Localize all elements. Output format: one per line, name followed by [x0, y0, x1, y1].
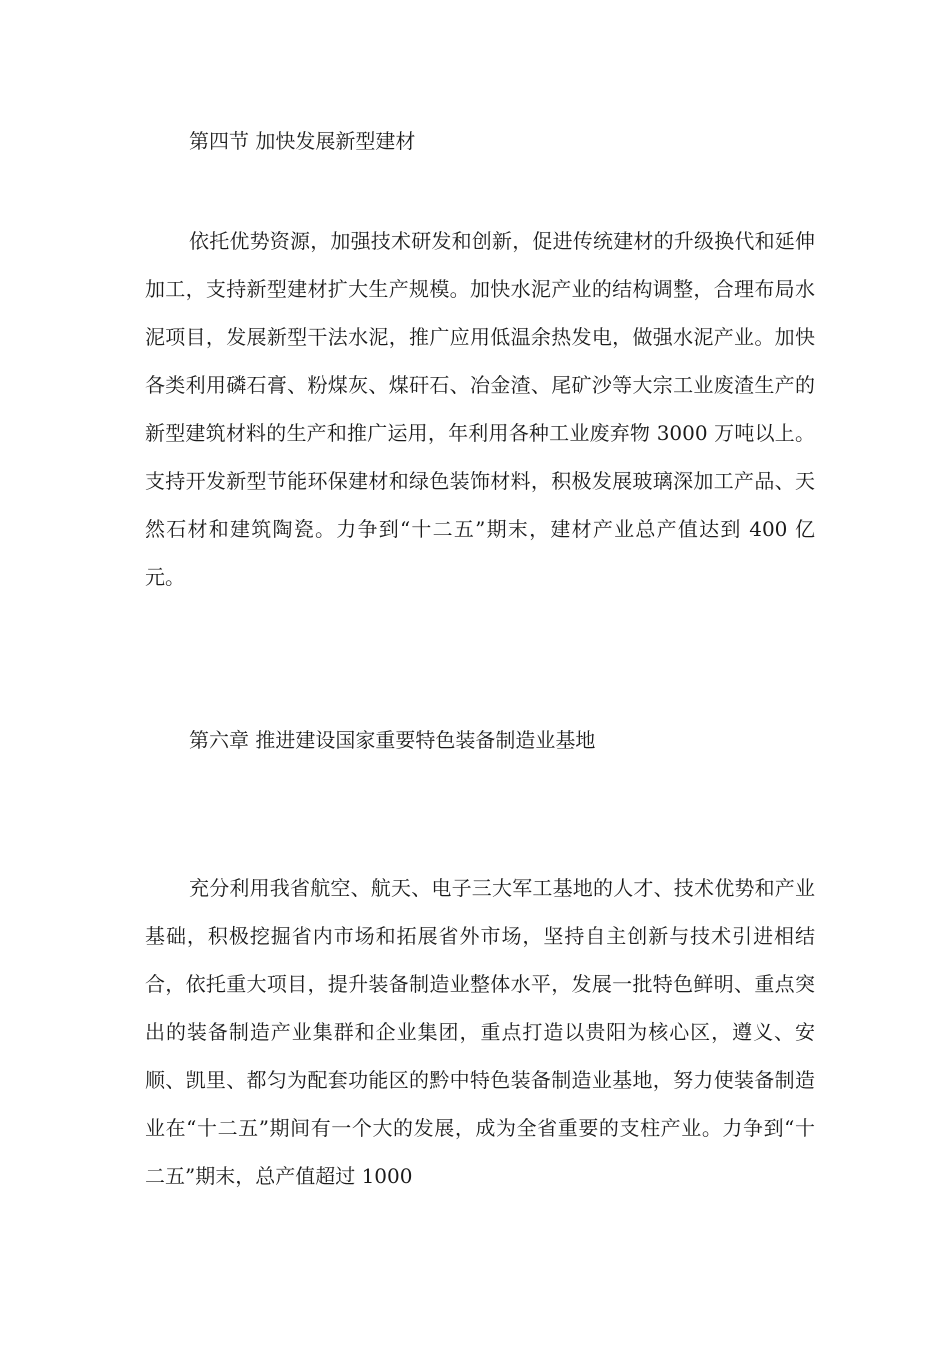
section-paragraph: 依托优势资源，加强技术研发和创新，促进传统建材的升级换代和延伸加工，支持新型建材扩大生产规模。加快水泥产业的结构调整，合理布局水泥项目，发展新型干法水泥，推广应用低温余热发电，做强水泥产业。加快各类利用磷石膏、粉煤灰、煤矸石、冶金渣、尾矿沙等大宗工业废渣生产的新型建筑材料的生产和推广运用，年利用各种工业废弃物 3000 万吨以上。支持开发新型节能环保建材和绿色装饰材料，积极发展玻璃深加工产品、天然石材和建筑陶瓷。力争到“十二五”期末，建材产业总产值达到 400 亿元。 — [145, 229, 815, 589]
chapter-heading: 第六章 推进建设国家重要特色装备制造业基地 — [189, 728, 596, 752]
chapter-paragraph: 充分利用我省航空、航天、电子三大军工基地的人才、技术优势和产业基础，积极挖掘省内市场和拓展省外市场，坚持自主创新与技术引进相结合，依托重大项目，提升装备制造业整体水平，发展一批特色鲜明、重点突出的装备制造产业集群和企业集团，重点打造以贵阳为核心区，遵义、安顺、凯里、都匀为配套功能区的黔中特色装备制造业基地，努力使装备制造业在“十二五”期间有一个大的发展，成为全省重要的支柱产业。力争到“十二五”期末，总产值超过 1000 — [145, 876, 815, 1188]
section-heading: 第四节 加快发展新型建材 — [189, 129, 416, 153]
